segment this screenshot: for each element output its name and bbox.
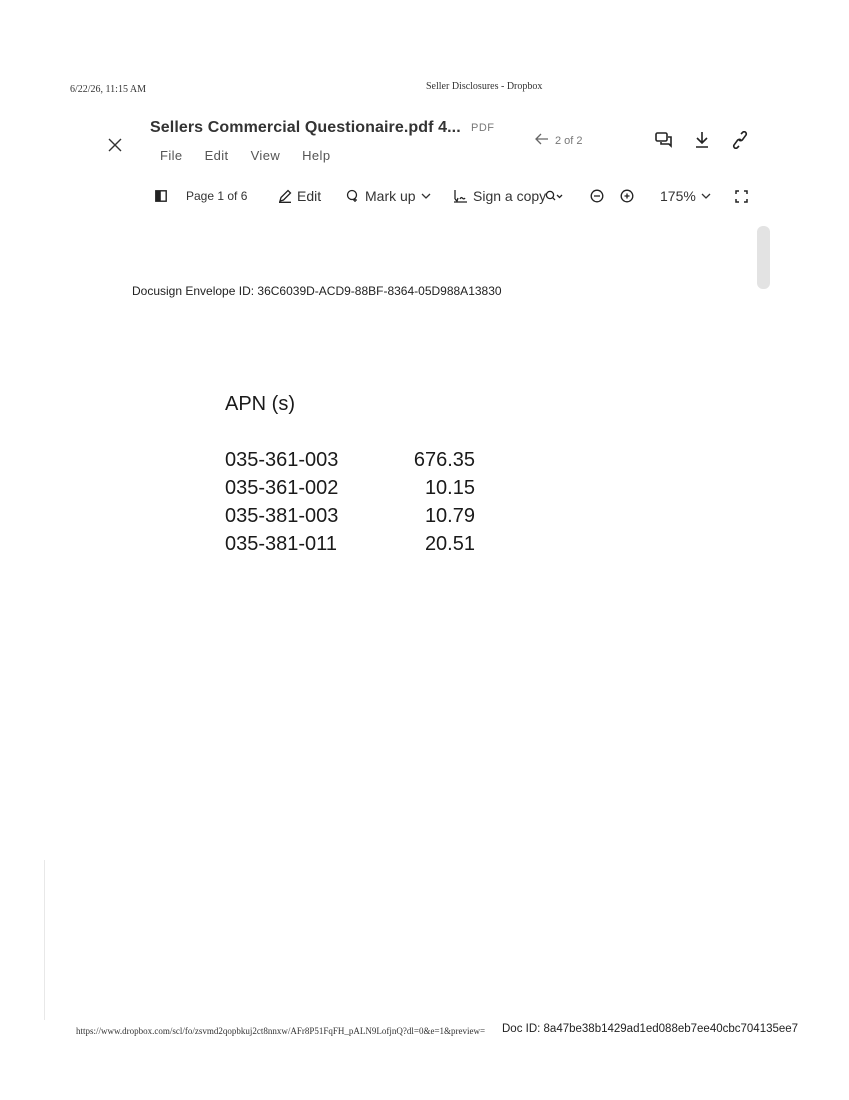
search-button[interactable]	[545, 185, 563, 207]
previous-file-button[interactable]	[535, 133, 549, 148]
arrow-left-icon	[535, 133, 549, 145]
apn-table	[225, 448, 475, 560]
apn-value: 676.35	[413, 449, 475, 471]
scan-artifact	[44, 860, 45, 1020]
apn-row	[225, 504, 475, 532]
apn-number: 035-361-003	[225, 449, 339, 471]
zoom-level-label: 175%	[660, 188, 696, 204]
page-url: https://www.dropbox.com/scl/fo/zsvmd2qopbkuj2ct8nnxw/AFr8P51FqFH_pALN9LofjnQ?dl=0&e=1&preview=	[76, 1026, 486, 1036]
comment-icon	[655, 132, 673, 148]
chevron-down-icon	[421, 192, 431, 200]
doc-id: Doc ID: 8a47be38b1429ad1ed088eb7ee40cbc704135ee7	[502, 1023, 799, 1035]
zoom-in-button[interactable]	[620, 185, 634, 207]
menu-help[interactable]: Help	[302, 148, 331, 163]
chevron-down-icon	[701, 192, 711, 200]
menu-file[interactable]: File	[160, 148, 183, 163]
comments-button[interactable]	[654, 130, 674, 150]
file-title: Sellers Commercial Questionaire.pdf 4...	[150, 119, 461, 136]
zoom-in-icon	[620, 189, 634, 203]
apn-number: 035-381-003	[225, 505, 339, 527]
menu-bar	[160, 148, 330, 163]
download-button[interactable]	[692, 130, 712, 150]
markup-button[interactable]	[346, 185, 431, 207]
apn-value: 20.51	[424, 533, 475, 555]
menu-edit[interactable]: Edit	[204, 148, 229, 163]
pdf-toolbar	[155, 185, 755, 207]
markup-icon	[346, 189, 360, 203]
apn-row	[225, 532, 475, 560]
print-page-title: Seller Disclosures - Dropbox	[426, 81, 543, 92]
apn-heading: APN (s)	[225, 393, 295, 415]
search-icon	[545, 190, 563, 202]
apn-number: 035-361-002	[225, 477, 339, 499]
edit-label: Edit	[297, 188, 322, 204]
pencil-icon	[278, 189, 292, 203]
zoom-out-button[interactable]	[590, 185, 604, 207]
fullscreen-button[interactable]	[735, 185, 748, 207]
apn-number: 035-381-011	[225, 533, 337, 555]
sidebar-toggle-button[interactable]	[155, 185, 167, 207]
page-indicator: Page 1 of 6	[186, 189, 248, 203]
menu-view[interactable]: View	[250, 148, 281, 163]
docusign-envelope-id: Docusign Envelope ID: 36C6039D-ACD9-88BF-8364-05D988A13830	[132, 284, 502, 298]
file-type-label: PDF	[471, 122, 495, 134]
zoom-out-icon	[590, 189, 604, 203]
edit-button[interactable]	[278, 185, 321, 207]
signature-icon	[453, 189, 468, 203]
close-button[interactable]	[104, 134, 126, 156]
link-icon	[732, 131, 748, 149]
header-actions	[654, 130, 750, 150]
file-position: 2 of 2	[555, 134, 583, 147]
apn-value: 10.15	[424, 477, 475, 499]
apn-row	[225, 448, 475, 476]
apn-row	[225, 476, 475, 504]
fullscreen-icon	[735, 190, 748, 203]
apn-value: 10.79	[424, 505, 475, 527]
copy-link-button[interactable]	[730, 130, 750, 150]
sign-copy-button[interactable]	[453, 185, 546, 207]
download-icon	[694, 131, 710, 149]
file-navigation	[535, 133, 583, 148]
zoom-level-dropdown[interactable]	[660, 185, 711, 207]
close-icon	[108, 138, 122, 152]
markup-label: Mark up	[365, 188, 416, 204]
scrollbar-thumb[interactable]	[757, 226, 770, 289]
sign-copy-label: Sign a copy	[473, 188, 547, 204]
print-date: 6/22/26, 11:15 AM	[70, 84, 147, 95]
sidebar-icon	[155, 190, 167, 202]
